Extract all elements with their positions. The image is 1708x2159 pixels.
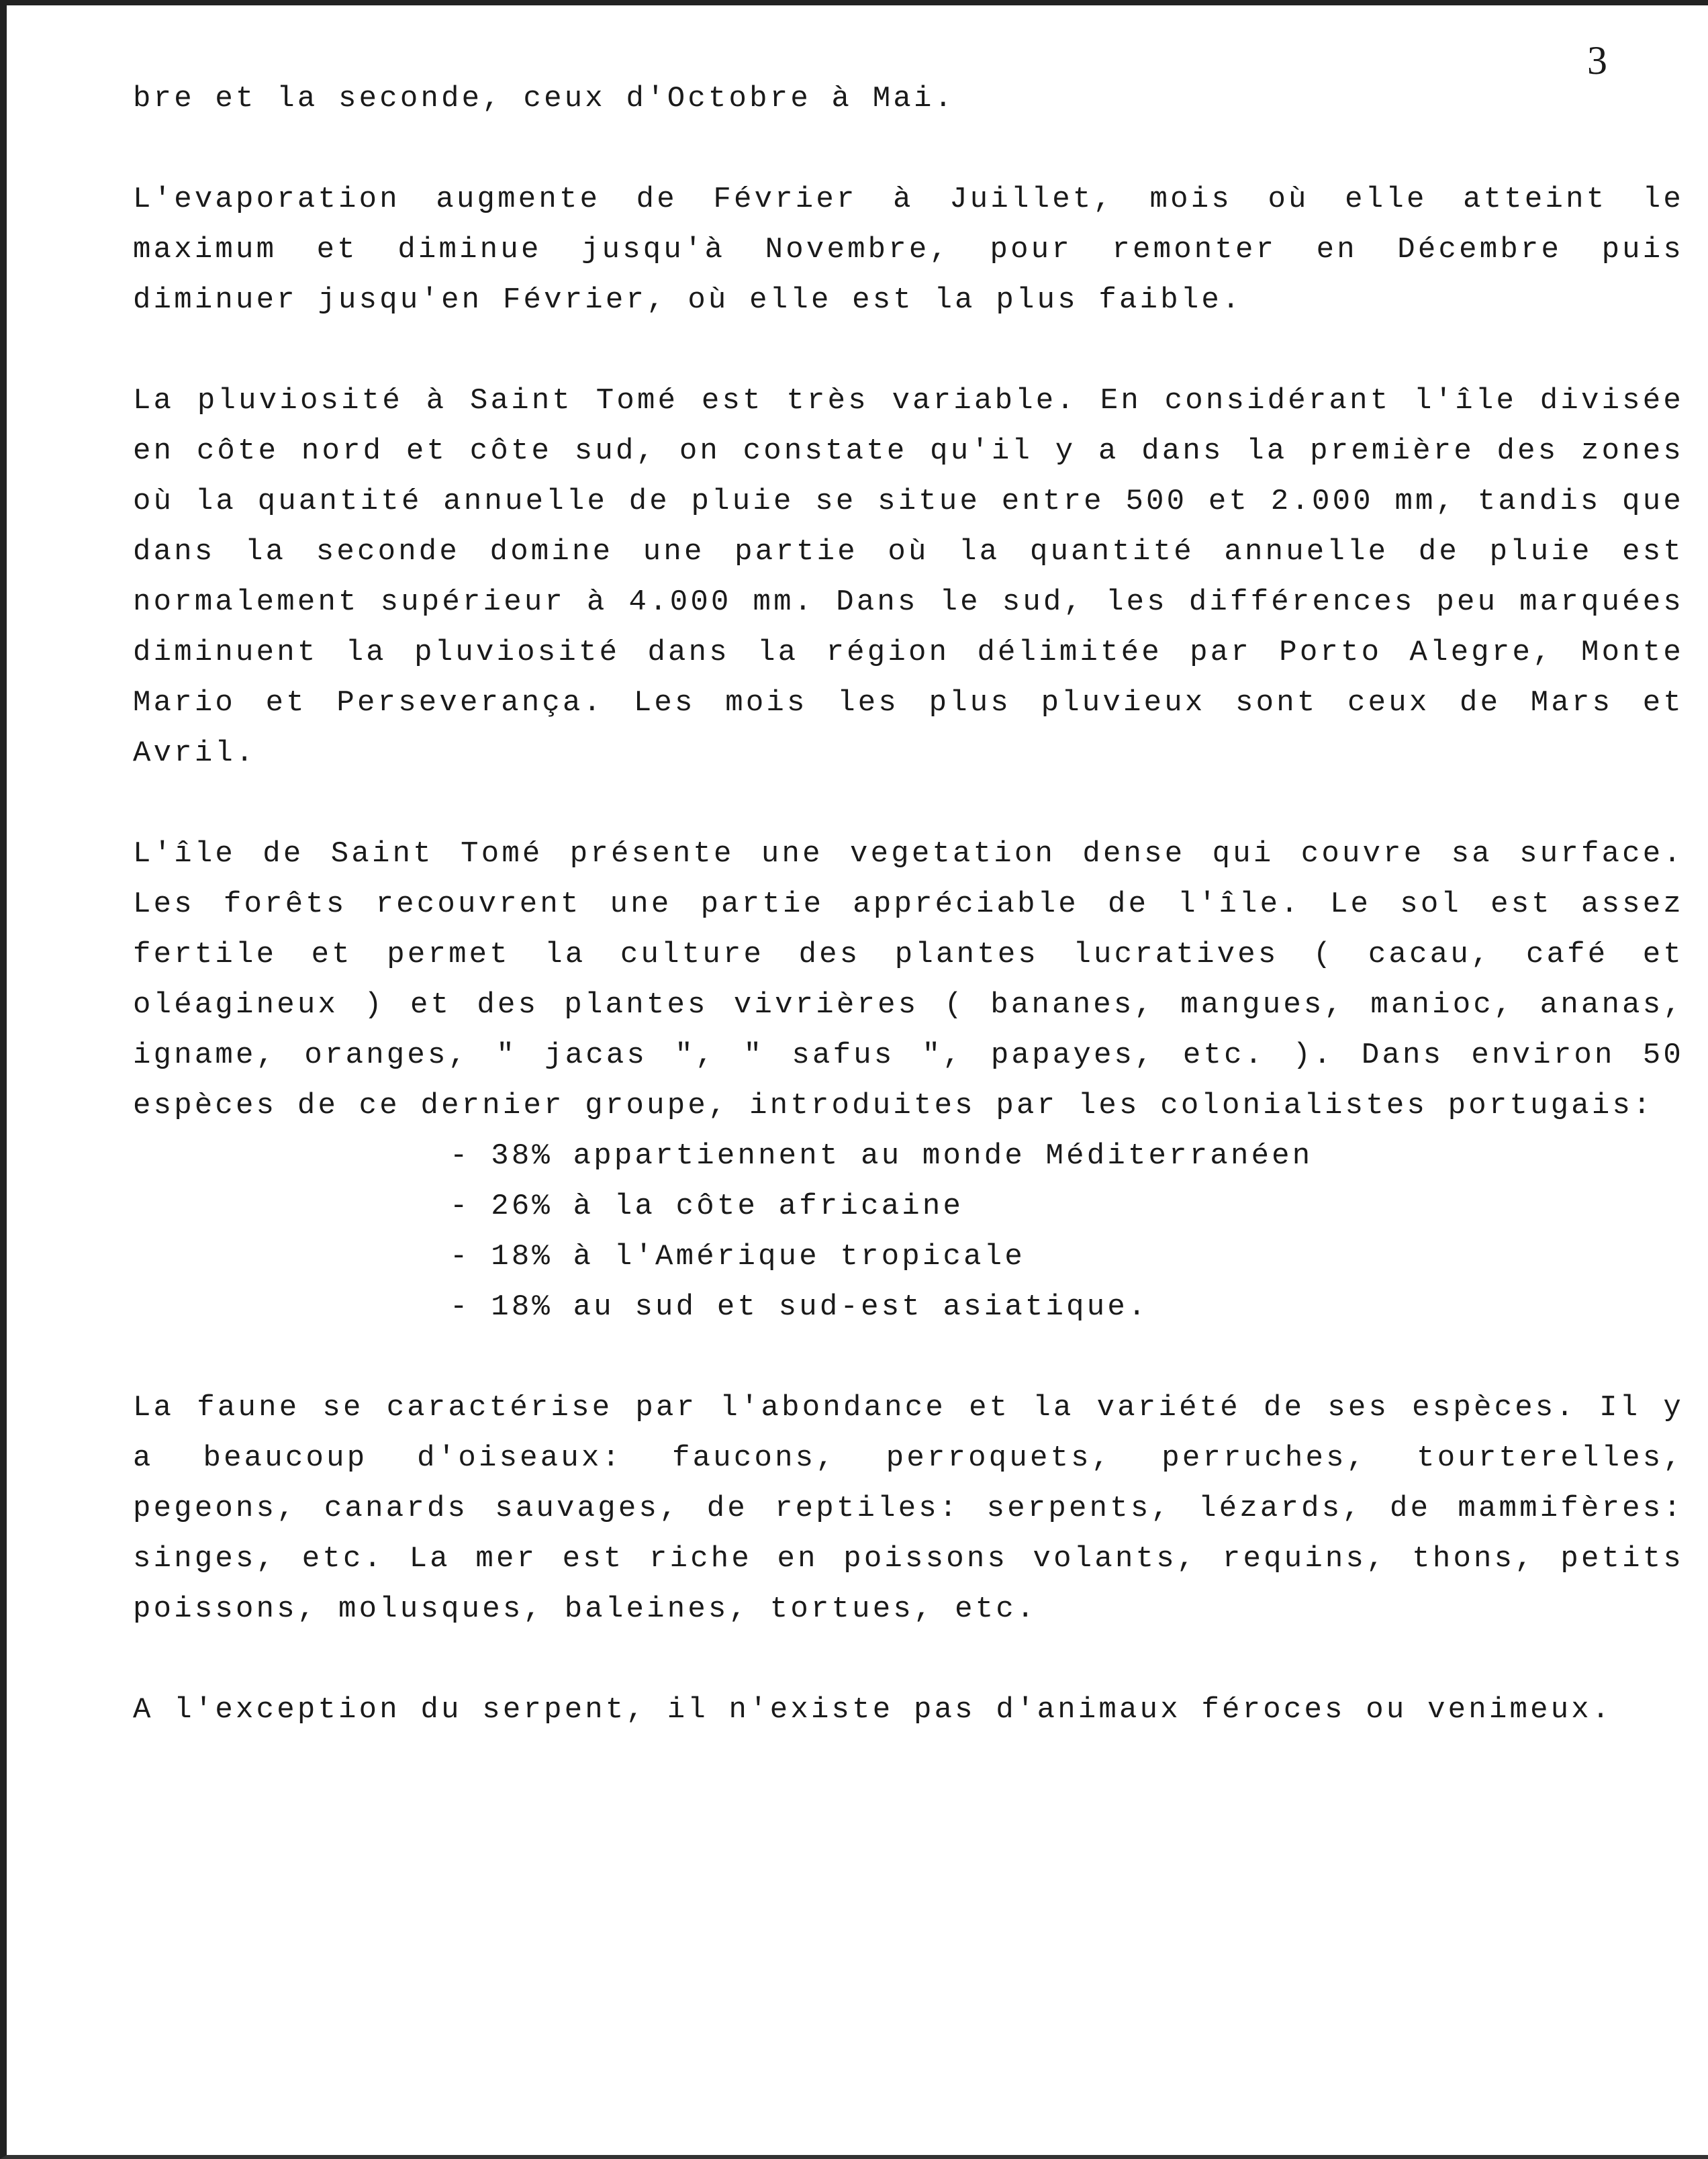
origin-list: [133, 1131, 1684, 1333]
page-number: 3: [1587, 38, 1607, 83]
document-body: [133, 74, 1684, 1735]
list-item: - 18% à l'Amérique tropicale: [450, 1240, 1025, 1274]
paragraph-rainfall: La pluviosité à Saint Tomé est très variable. En considérant l'île divisée en côte nord et côte sud, on constate qu'il y a dans la première des zones où la quantité annuelle de pluie se situe entre 500 et 2.000 mm, tandis que dans la seconde domine une partie où la quantité annuelle de pluie est normalement supérieur à 4.000 mm. Dans le sud, les différences peu marquées diminuent la pluviosité dans la région délimitée par Porto Alegre, Monte Mario et Perseverança. Les mois les plus pluvieux sont ceux de Mars et Avril.: [133, 384, 1684, 770]
paragraph-fauna: La faune se caractérise par l'abondance et la variété de ses espèces. Il y a beaucoup d'oiseaux: faucons, perroquets, perruches, tourterelles, pegeons, canards sauvages, de reptiles: serpents, lézards, de mammifères: singes, etc. La mer est riche en poissons volants, requins, thons, petits poissons, molusques, baleines, tortues, etc.: [133, 1391, 1684, 1626]
paragraph-venomous: A l'exception du serpent, il n'existe pas d'animaux féroces ou venimeux.: [133, 1693, 1613, 1727]
list-item: - 18% au sud et sud-est asiatique.: [450, 1290, 1149, 1324]
list-item: - 26% à la côte africaine: [450, 1190, 964, 1223]
paragraph-vegetation: L'île de Saint Tomé présente une vegetation dense qui couvre sa surface. Les forêts recouvrent une partie appréciable de l'île. Le sol est assez fertile et permet la culture des plantes lucratives ( cacau, café et oléagineux ) et des plantes vivrières ( bananes, mangues, manioc, ananas, igname, oranges, " jacas ", " safus ", papayes, etc. ). Dans environ 50 espèces de ce dernier groupe, introduites par les colonialistes portugais:: [133, 837, 1684, 1122]
paragraph-evaporation: L'evaporation augmente de Février à Juillet, mois où elle atteint le maximum et diminue jusqu'à Novembre, pour remonter en Décembre puis diminuer jusqu'en Février, où elle est la plus faible.: [133, 183, 1684, 317]
list-item: - 38% appartiennent au monde Méditerranéen: [450, 1139, 1313, 1173]
paragraph-continuation: bre et la seconde, ceux d'Octobre à Mai.: [133, 82, 955, 115]
